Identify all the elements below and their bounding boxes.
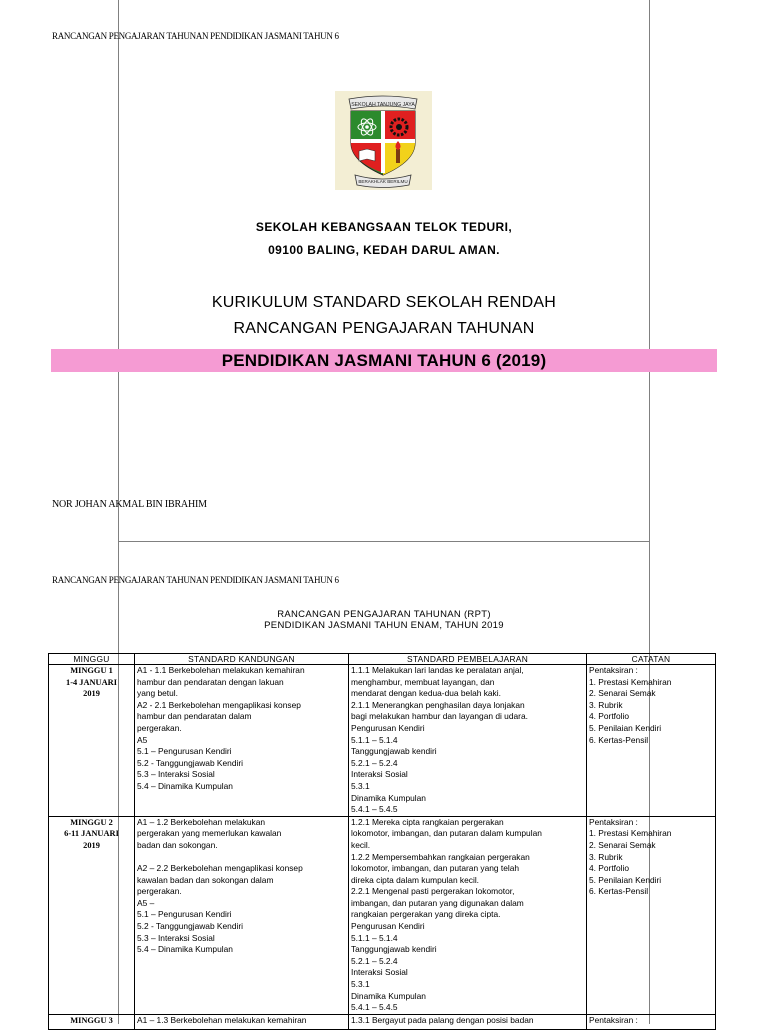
- pembelajaran-cell: [349, 1014, 587, 1029]
- kandungan-line: 5.2 - Tanggungjawab Kendiri: [137, 921, 244, 932]
- minggu-cell: [49, 665, 135, 817]
- subject-banner-text: PENDIDIKAN JASMANI TAHUN 6 (2019): [221, 351, 547, 370]
- catatan-cell: [587, 816, 716, 1014]
- minggu-cell: [49, 1014, 135, 1029]
- catatan-line: 2. Senarai Semak: [589, 688, 656, 699]
- header-standard-pembelajaran: STANDARD PEMBELAJARAN: [349, 654, 587, 665]
- pembelajaran-line: Interaksi Sosial: [351, 769, 408, 780]
- pembelajaran-line: Dinamika Kumpulan: [351, 990, 426, 1001]
- svg-text:SEKOLAH TANJUNG JAYA: SEKOLAH TANJUNG JAYA: [351, 102, 415, 108]
- pembelajaran-line: imbangan, dan putaran yang digunakan dalam: [351, 897, 524, 908]
- catatan-line: 1. Prestasi Kemahiran: [589, 828, 672, 839]
- table-row: [49, 1014, 716, 1029]
- curriculum-title: KURIKULUM STANDARD SEKOLAH RENDAH: [211, 294, 557, 311]
- kandungan-line: A2 – 2.2 Berkebolehan mengaplikasi konsep: [137, 863, 303, 874]
- catatan-line: 5. Penilaian Kendiri: [589, 874, 662, 885]
- blank-line: [137, 852, 346, 864]
- pembelajaran-line: 5.3.1: [351, 780, 370, 791]
- rpt-table: [48, 653, 716, 1030]
- minggu-label: MINGGU 3: [70, 1015, 113, 1025]
- kandungan-line: badan dan sokongan.: [137, 839, 218, 850]
- pembelajaran-cell: [349, 816, 587, 1014]
- pembelajaran-line: 5.1.1 – 5.1.4: [351, 734, 398, 745]
- catatan-line: Pentaksiran :: [589, 1014, 638, 1025]
- pembelajaran-line: rangkaian pergerakan yang direka cipta.: [351, 909, 501, 920]
- catatan-line: 3. Rubrik: [589, 851, 623, 862]
- minggu-date: 6-11 JANUARI: [64, 829, 119, 839]
- pembelajaran-line: Tanggungjawab kendiri: [351, 746, 437, 757]
- pembelajaran-line: 5.4.1 – 5.4.5: [351, 1002, 398, 1013]
- kandungan-line: pergerakan yang memerlukan kawalan: [137, 828, 282, 839]
- table-row: [49, 665, 716, 817]
- pembelajaran-line: 1.1.1 Melakukan lari landas ke peralatan anjal,: [351, 665, 524, 675]
- pembelajaran-line: Tanggungjawab kendiri: [351, 944, 437, 955]
- catatan-line: 6. Kertas-Pensil: [589, 734, 649, 745]
- kandungan-line: 5.4 – Dinamika Kumpulan: [137, 780, 233, 791]
- kandungan-line: 5.2 - Tanggungjawab Kendiri: [137, 757, 244, 768]
- minggu-year: 2019: [83, 840, 100, 850]
- minggu-label: MINGGU 2: [70, 817, 113, 827]
- page-separator: [118, 541, 650, 542]
- kandungan-line: 5.3 – Interaksi Sosial: [137, 769, 215, 780]
- kandungan-line: pergerakan.: [137, 722, 182, 733]
- minggu-label: MINGGU 1: [70, 666, 113, 675]
- pembelajaran-line: Interaksi Sosial: [351, 967, 408, 978]
- pembelajaran-line: kecil.: [351, 839, 371, 850]
- table-header-row: [49, 654, 716, 665]
- kandungan-line: pergerakan.: [137, 886, 182, 897]
- svg-text:BERAKHLAK BERILMU: BERAKHLAK BERILMU: [358, 179, 408, 184]
- pembelajaran-line: mendarat dengan kedua-dua belah kaki.: [351, 688, 501, 699]
- pembelajaran-line: 1.2.1 Mereka cipta rangkaian pergerakan: [351, 816, 504, 827]
- running-title-page2: RANCANGAN PENGAJARAN TAHUNAN PENDIDIKAN JASMANI TAHUN 6: [52, 575, 339, 585]
- catatan-line: 2. Senarai Semak: [589, 839, 656, 850]
- catatan-cell: [587, 1014, 716, 1029]
- pembelajaran-line: 5.2.1 – 5.2.4: [351, 955, 398, 966]
- pembelajaran-line: 5.2.1 – 5.2.4: [351, 757, 398, 768]
- catatan-line: 1. Prestasi Kemahiran: [589, 676, 672, 687]
- school-crest-icon: [335, 91, 432, 190]
- kandungan-line: A5 –: [137, 897, 155, 908]
- header-catatan: CATATAN: [587, 654, 716, 665]
- kandungan-line: 5.4 – Dinamika Kumpulan: [137, 944, 233, 955]
- kandungan-line: hambur dan pendaratan dengan lakuan: [137, 676, 284, 687]
- pembelajaran-line: direka cipta dalam kumpulan kecil.: [351, 874, 480, 885]
- pembelajaran-line: Pengurusan Kendiri: [351, 722, 425, 733]
- kandungan-cell: [135, 665, 349, 817]
- kandungan-line: A2 - 2.1 Berkebolehan mengaplikasi konsep: [137, 699, 301, 710]
- header-standard-kandungan: STANDARD KANDUNGAN: [135, 654, 349, 665]
- pembelajaran-cell: [349, 665, 587, 817]
- catatan-cell: [587, 665, 716, 817]
- kandungan-line: A1 – 1.3 Berkebolehan melakukan kemahiran: [137, 1014, 307, 1025]
- minggu-date: 1-4 JANUARI: [66, 677, 117, 687]
- pembelajaran-line: 1.2.2 Mempersembahkan rangkaian pergerakan: [351, 851, 530, 862]
- pembelajaran-line: lokomotor, imbangan, dan putaran yang telah: [351, 863, 520, 874]
- pembelajaran-line: 5.3.1: [351, 979, 370, 990]
- kandungan-line: A1 - 1.1 Berkebolehan melakukan kemahiran: [137, 665, 305, 675]
- running-title: RANCANGAN PENGAJARAN TAHUNAN PENDIDIKAN JASMANI TAHUN 6: [52, 31, 339, 41]
- plan-title: RANCANGAN PENGAJARAN TAHUNAN: [233, 320, 535, 337]
- pembelajaran-line: menghambur, membuat layangan, dan: [351, 676, 495, 687]
- pembelajaran-line: 2.2.1 Mengenal pasti pergerakan lokomotor,: [351, 886, 515, 897]
- catatan-line: Pentaksiran :: [589, 816, 638, 827]
- kandungan-line: 5.3 – Interaksi Sosial: [137, 932, 215, 943]
- school-name: SEKOLAH KEBANGSAAN TELOK TEDURI,: [255, 220, 513, 234]
- school-logo: [335, 91, 432, 190]
- kandungan-line: A1 – 1.2 Berkebolehan melakukan: [137, 816, 266, 827]
- rpt-subheading: PENDIDIKAN JASMANI TAHUN ENAM, TAHUN 2019: [264, 620, 504, 631]
- catatan-line: Pentaksiran :: [589, 665, 638, 675]
- minggu-cell: [49, 816, 135, 1014]
- kandungan-cell: [135, 816, 349, 1014]
- table-row: [49, 816, 716, 1014]
- catatan-line: 3. Rubrik: [589, 699, 623, 710]
- pembelajaran-line: 5.1.1 – 5.1.4: [351, 932, 398, 943]
- kandungan-line: hambur dan pendaratan dalam: [137, 711, 252, 722]
- minggu-year: 2019: [83, 689, 100, 699]
- kandungan-line: yang betul.: [137, 688, 178, 699]
- pembelajaran-line: Pengurusan Kendiri: [351, 921, 425, 932]
- author-name: NOR JOHAN AKMAL BIN IBRAHIM: [52, 499, 207, 510]
- catatan-line: 6. Kertas-Pensil: [589, 886, 649, 897]
- pembelajaran-line: 1.3.1 Bergayut pada palang dengan posisi badan: [351, 1014, 534, 1025]
- kandungan-cell: [135, 1014, 349, 1029]
- pembelajaran-line: bagi melakukan hambur dan layangan di udara.: [351, 711, 528, 722]
- kandungan-line: 5.1 – Pengurusan Kendiri: [137, 746, 232, 757]
- kandungan-line: A5: [137, 734, 148, 745]
- catatan-line: 5. Penilaian Kendiri: [589, 722, 662, 733]
- rpt-heading: RANCANGAN PENGAJARAN TAHUNAN (RPT): [277, 609, 491, 620]
- kandungan-line: kawalan badan dan sokongan dalam: [137, 874, 274, 885]
- pembelajaran-line: 2.1.1 Menerangkan penghasilan daya lonjakan: [351, 699, 525, 710]
- kandungan-line: 5.1 – Pengurusan Kendiri: [137, 909, 232, 920]
- catatan-line: 4. Portfolio: [589, 863, 630, 874]
- header-minggu: MINGGU: [49, 654, 135, 665]
- school-address: 09100 BALING, KEDAH DARUL AMAN.: [268, 243, 500, 257]
- pembelajaran-line: Dinamika Kumpulan: [351, 792, 426, 803]
- catatan-line: 4. Portfolio: [589, 711, 630, 722]
- pembelajaran-line: lokomotor, imbangan, dan putaran dalam kumpulan: [351, 828, 542, 839]
- pembelajaran-line: 5.4.1 – 5.4.5: [351, 804, 398, 815]
